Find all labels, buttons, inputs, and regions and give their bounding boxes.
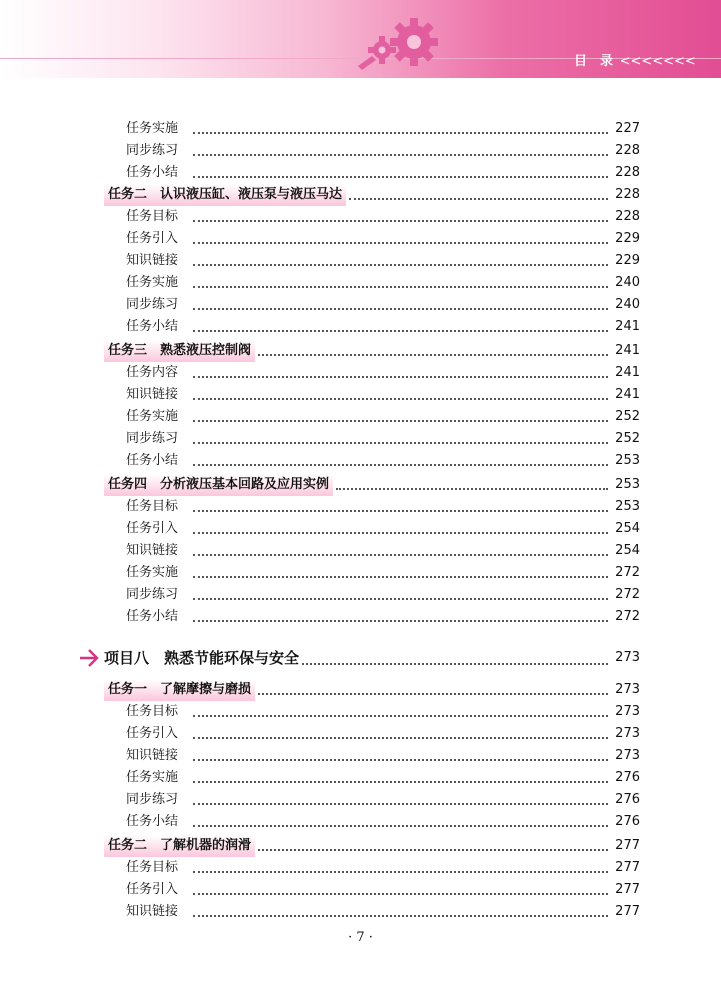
toc-page-number: 241	[615, 387, 640, 402]
toc-page-number: 273	[615, 682, 640, 697]
toc-label: 任务四 分析液压基本回路及应用实例	[104, 474, 333, 496]
toc-item[interactable]	[0, 250, 721, 272]
toc-item[interactable]	[0, 228, 721, 250]
dotted-leader	[193, 576, 608, 578]
section-title-char-1: 目	[574, 54, 589, 69]
toc-task-heading[interactable]	[0, 184, 721, 206]
toc-item[interactable]	[0, 540, 721, 562]
toc-page-number: 273	[615, 650, 640, 665]
toc-page-number: 277	[615, 904, 640, 919]
toc-item[interactable]	[0, 562, 721, 584]
toc-page-number: 277	[615, 860, 640, 875]
toc-page-number: 240	[615, 275, 640, 290]
dotted-leader	[258, 849, 608, 851]
dotted-leader	[193, 132, 608, 134]
toc-item[interactable]	[0, 857, 721, 879]
toc-page-number: 241	[615, 319, 640, 334]
toc-page-number: 276	[615, 814, 640, 829]
dotted-leader	[193, 759, 608, 761]
toc-label: 任务实施	[126, 121, 179, 136]
dotted-leader	[193, 420, 608, 422]
dotted-leader	[193, 286, 608, 288]
toc-page-number: 273	[615, 748, 640, 763]
toc-label: 同步练习	[126, 431, 179, 446]
toc-label: 任务目标	[126, 704, 179, 719]
toc-item[interactable]	[0, 316, 721, 338]
dotted-leader	[193, 532, 608, 534]
toc-page-number: 253	[615, 499, 640, 514]
toc-label: 任务内容	[126, 365, 179, 380]
toc-item[interactable]	[0, 384, 721, 406]
toc-page-number: 241	[615, 365, 640, 380]
toc-label: 任务实施	[126, 770, 179, 785]
toc-item[interactable]	[0, 406, 721, 428]
dotted-leader	[193, 781, 608, 783]
toc-page-number: 228	[615, 143, 640, 158]
toc-item[interactable]	[0, 140, 721, 162]
toc-label: 任务三 熟悉液压控制阀	[104, 340, 255, 362]
toc-label: 任务引入	[126, 231, 179, 246]
dotted-leader	[258, 693, 608, 695]
toc-item[interactable]	[0, 879, 721, 901]
toc-page-number: 228	[615, 209, 640, 224]
toc-label: 任务二 认识液压缸、液压泵与液压马达	[104, 184, 346, 206]
toc-project-heading[interactable]	[0, 645, 721, 671]
dotted-leader	[302, 663, 608, 665]
chevron-decoration: <<<<<<<	[619, 54, 696, 69]
toc-label: 任务小结	[126, 453, 179, 468]
page-number: · 7 ·	[348, 930, 373, 945]
toc-item[interactable]	[0, 723, 721, 745]
dotted-leader	[193, 176, 608, 178]
toc-page-number: 253	[615, 477, 640, 492]
toc-page-number: 252	[615, 409, 640, 424]
toc-label: 任务一 了解摩擦与磨损	[104, 679, 255, 701]
toc-label: 任务引入	[126, 726, 179, 741]
toc-label: 知识链接	[126, 253, 179, 268]
dotted-leader	[193, 598, 608, 600]
toc-item[interactable]	[0, 767, 721, 789]
toc-item[interactable]	[0, 901, 721, 923]
toc-label: 同步练习	[126, 297, 179, 312]
toc-page-number: 276	[615, 770, 640, 785]
dotted-leader	[193, 510, 608, 512]
toc-item[interactable]	[0, 496, 721, 518]
toc-page-number: 276	[615, 792, 640, 807]
dotted-leader	[193, 737, 608, 739]
dotted-leader	[193, 715, 608, 717]
toc-label: 任务小结	[126, 609, 179, 624]
toc-item[interactable]	[0, 162, 721, 184]
dotted-leader	[193, 308, 608, 310]
dotted-leader	[349, 198, 608, 200]
toc-item[interactable]	[0, 606, 721, 628]
section-title-char-2: 录	[600, 54, 615, 69]
toc-item[interactable]	[0, 789, 721, 811]
toc-label: 任务小结	[126, 814, 179, 829]
toc-item[interactable]	[0, 118, 721, 140]
toc-page-number: 227	[615, 121, 640, 136]
dotted-leader	[193, 220, 608, 222]
toc-task-heading[interactable]	[0, 474, 721, 496]
toc-page-number: 254	[615, 543, 640, 558]
dotted-leader	[193, 242, 608, 244]
toc-label: 知识链接	[126, 387, 179, 402]
toc-label: 任务小结	[126, 319, 179, 334]
toc-label: 任务实施	[126, 409, 179, 424]
toc-page-number: 241	[615, 343, 640, 358]
toc-page-number: 273	[615, 704, 640, 719]
toc-label: 任务小结	[126, 165, 179, 180]
toc-page-number: 254	[615, 521, 640, 536]
toc-page-number: 229	[615, 253, 640, 268]
toc-item[interactable]	[0, 745, 721, 767]
toc-item[interactable]	[0, 272, 721, 294]
toc-page-number: 273	[615, 726, 640, 741]
dotted-leader	[258, 354, 608, 356]
toc-page-number: 253	[615, 453, 640, 468]
toc-label: 知识链接	[126, 904, 179, 919]
toc-item[interactable]	[0, 584, 721, 606]
toc-label: 知识链接	[126, 748, 179, 763]
toc-label: 任务目标	[126, 499, 179, 514]
dotted-leader	[193, 871, 608, 873]
toc-item[interactable]	[0, 362, 721, 384]
dotted-leader	[193, 330, 608, 332]
toc-item[interactable]	[0, 811, 721, 833]
dotted-leader	[193, 554, 608, 556]
toc-page-number: 228	[615, 165, 640, 180]
toc-label: 任务实施	[126, 275, 179, 290]
toc-label: 项目八 熟悉节能环保与安全	[104, 649, 300, 667]
dotted-leader	[193, 398, 608, 400]
toc-label: 知识链接	[126, 543, 179, 558]
dotted-leader	[193, 376, 608, 378]
toc-task-heading[interactable]	[0, 679, 721, 701]
toc-item[interactable]	[0, 428, 721, 450]
arrow-right-icon	[78, 648, 100, 668]
dotted-leader	[193, 442, 608, 444]
dotted-leader	[193, 803, 608, 805]
dotted-leader	[193, 915, 608, 917]
dotted-leader	[193, 264, 608, 266]
toc-page-number: 240	[615, 297, 640, 312]
toc-page-number: 277	[615, 882, 640, 897]
toc-task-heading[interactable]	[0, 835, 721, 857]
dotted-leader	[193, 620, 608, 622]
dotted-leader	[193, 154, 608, 156]
toc-item[interactable]	[0, 294, 721, 316]
toc-label: 同步练习	[126, 792, 179, 807]
toc-page-number: 272	[615, 609, 640, 624]
toc-label: 任务引入	[126, 882, 179, 897]
toc-label: 任务引入	[126, 521, 179, 536]
toc-item[interactable]	[0, 450, 721, 472]
toc-task-heading[interactable]	[0, 340, 721, 362]
toc-label: 任务实施	[126, 565, 179, 580]
toc-label: 任务目标	[126, 860, 179, 875]
toc-label: 任务二 了解机器的润滑	[104, 835, 255, 857]
dotted-leader	[336, 488, 608, 490]
dotted-leader	[193, 893, 608, 895]
toc-label: 任务目标	[126, 209, 179, 224]
dotted-leader	[193, 464, 608, 466]
toc-page-number: 229	[615, 231, 640, 246]
toc-item[interactable]	[0, 518, 721, 540]
toc-page-number: 228	[615, 187, 640, 202]
toc-item[interactable]	[0, 701, 721, 723]
toc-page-number: 252	[615, 431, 640, 446]
toc-label: 同步练习	[126, 587, 179, 602]
toc-label: 同步练习	[126, 143, 179, 158]
toc-page-number: 272	[615, 587, 640, 602]
dotted-leader	[193, 825, 608, 827]
toc-page-number: 277	[615, 838, 640, 853]
toc-item[interactable]	[0, 206, 721, 228]
toc-page-number: 272	[615, 565, 640, 580]
